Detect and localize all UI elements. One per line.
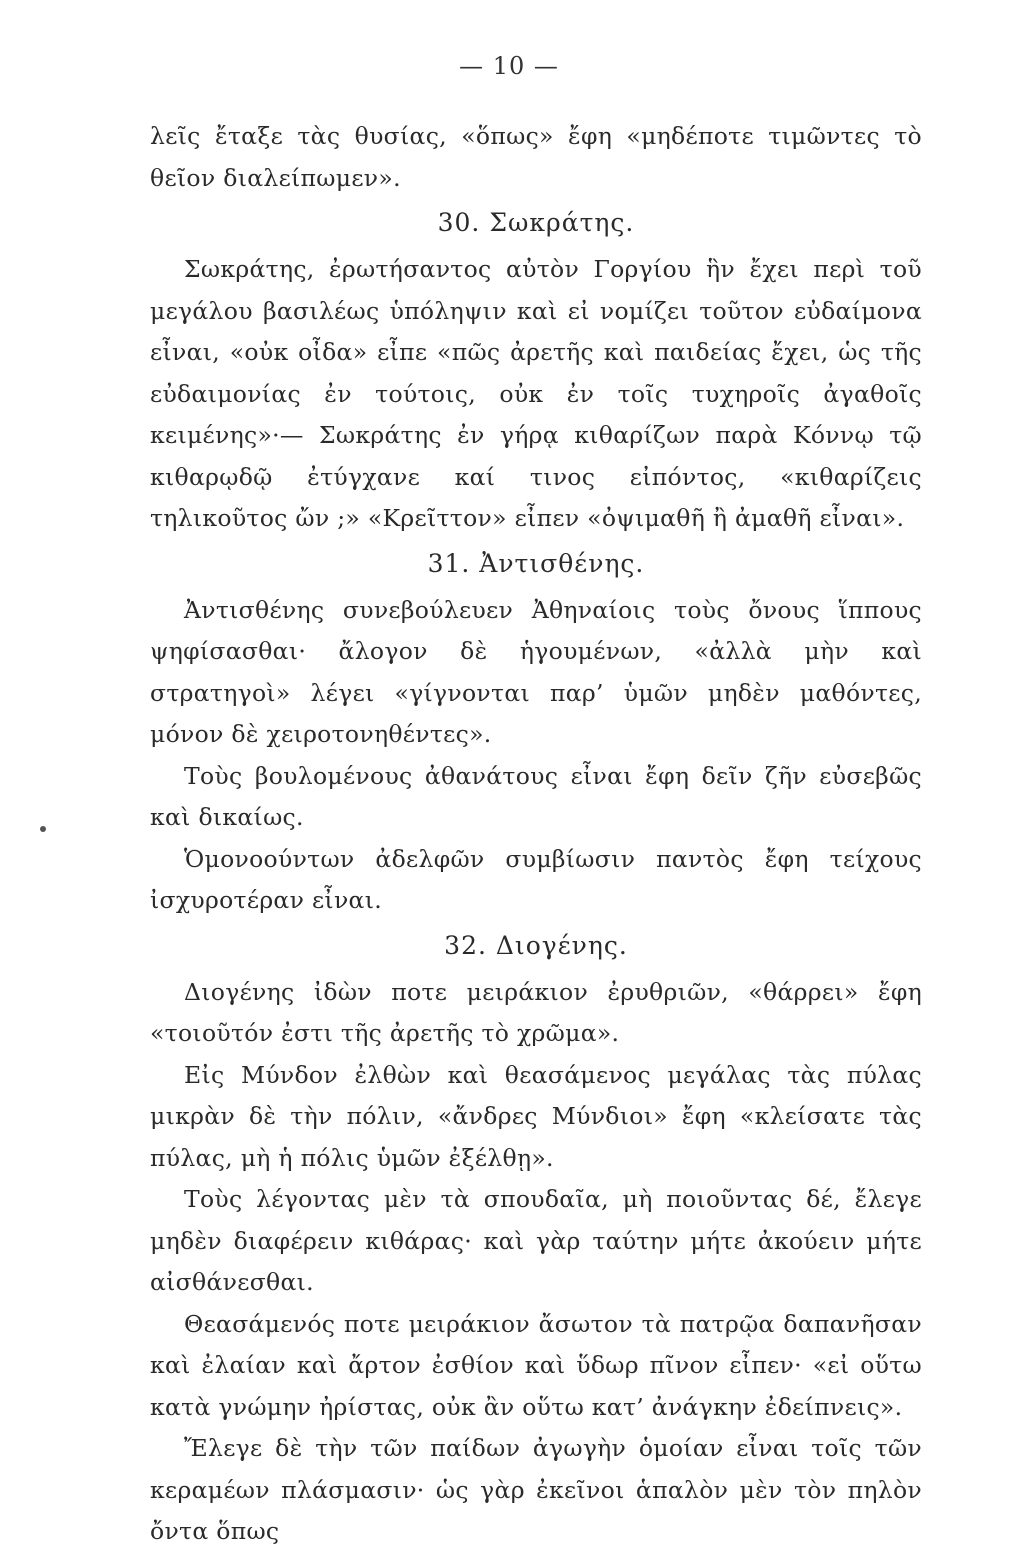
paragraph-socrates: Σωκράτης, ἐρωτήσαντος αὐτὸν Γοργίου ἣν ἔχει περὶ τοῦ μεγάλου βασιλέως ὑπόληψιν καὶ εἰ νομίζει τοῦτον εὐδαίμονα εἶναι, «οὐκ οἶδα» εἶπε «πῶς ἀρετῆς καὶ παιδείας ἔχει, ὡς τῆς εὐδαιμονίας ἐν τούτοις, οὐκ ἐν τοῖς τυχηροῖς ἀγαθοῖς κειμένης»·— Σωκράτης ἐν γήρᾳ κιθαρίζων παρὰ Κόννῳ τῷ κιθαρῳδῷ ἐτύγχανε καί τινος εἰπόντος, «κιθαρίζεις τηλικοῦτος ὤν ;» «Κρεῖττον» εἶπεν «ὀψιμαθῆ ἢ ἀμαθῆ εἶναι».	[150, 255, 922, 532]
paragraph-diogenes-4: Θεασάμενός ποτε μειράκιον ἄσωτον τὰ πατρῷα δαπανῆσαν καὶ ἐλαίαν καὶ ἄρτον ἐσθίον καὶ ὕδωρ πῖνον εἶπεν· «εἰ οὕτω κατὰ γνώμην ἠρίστας, οὐκ ἂν οὕτω κατ’ ἀνάγκην ἐδείπνεις».	[150, 1309, 922, 1421]
paragraph-diogenes-2: Εἰς Μύνδον ἐλθὼν καὶ θεασάμενος μεγάλας τὰς πύλας μικρὰν δὲ τὴν πόλιν, «ἄνδρες Μύνδιοι» ἔφη «κλείσατε τὰς πύλας, μὴ ἡ πόλις ὑμῶν ἐξέλθῃ».	[150, 1060, 922, 1172]
body-text	[150, 116, 922, 1553]
section-heading-32: 32. Διογένης.	[444, 930, 628, 960]
paragraph-continuation: λεῖς ἔταξε τὰς θυσίας, «ὅπως» ἔφη «μηδέποτε τιμῶντες τὸ θεῖον διαλείπωμεν».	[150, 122, 922, 192]
ink-speck	[40, 826, 46, 832]
paragraph-antisthenes-3: Ὁμονοούντων ἀδελφῶν συμβίωσιν παντὸς ἔφη τείχους ἰσχυροτέραν εἶναι.	[150, 844, 922, 914]
page-number: — 10 —	[459, 52, 559, 80]
paragraph-antisthenes-1: Ἀντισθένης συνεβούλευεν Ἀθηναίοις τοὺς ὄνους ἵππους ψηφίσασθαι· ἄλογον δὲ ἡγουμένων, «ἀλλὰ μὴν καὶ στρατηγοὶ» λέγει «γίγνονται παρ’ ὑμῶν μηδὲν μαθόντες, μόνον δὲ χειροτονηθέντες».	[150, 595, 922, 748]
paragraph-diogenes-5: Ἔλεγε δὲ τὴν τῶν παίδων ἀγωγὴν ὁμοίαν εἶναι τοῖς τῶν κεραμέων πλάσμασιν· ὡς γὰρ ἐκεῖνοι ἁπαλὸν μὲν τὸν πηλὸν ὄντα ὅπως	[150, 1434, 922, 1545]
paragraph-diogenes-1: Διογένης ἰδὼν ποτε μειράκιον ἐρυθριῶν, «θάρρει» ἔφη «τοιοῦτόν ἐστι τῆς ἀρετῆς τὸ χρῶμα».	[150, 977, 922, 1047]
paragraph-diogenes-3: Τοὺς λέγοντας μὲν τὰ σπουδαῖα, μὴ ποιοῦντας δέ, ἔλεγε μηδὲν διαφέρειν κιθάρας· καὶ γὰρ ταύτην μήτε ἀκούειν μήτε αἰσθάνεσθαι.	[150, 1185, 922, 1296]
section-heading-30: 30. Σωκράτης.	[437, 208, 635, 237]
section-heading-31: 31. Ἀντισθένης.	[427, 548, 645, 578]
paragraph-antisthenes-2: Τοὺς βουλομένους ἀθανάτους εἶναι ἔφη δεῖν ζῆν εὐσεβῶς καὶ δικαίως.	[150, 761, 922, 831]
